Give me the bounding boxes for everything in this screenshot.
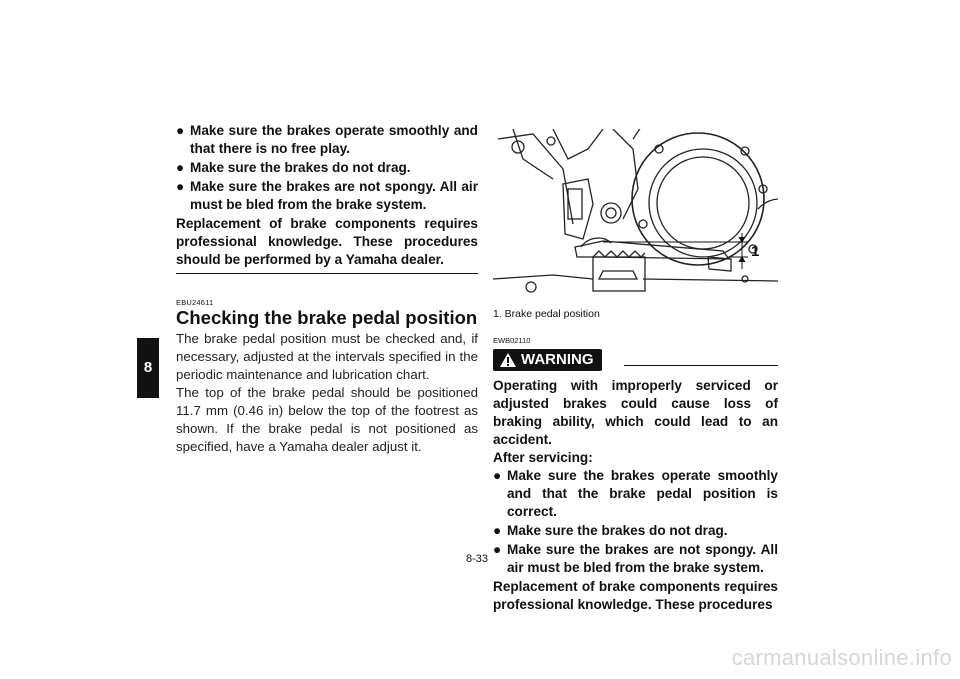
brake-pedal-figure bbox=[493, 129, 778, 299]
list-item: ● Make sure the brakes are not spongy. All air must be bled from the brake system. bbox=[493, 542, 778, 575]
warning-text: Operating with improperly serviced or adjusted brakes could cause loss of braking ability, which could lead to an accident. bbox=[493, 378, 778, 447]
section-tab: 8 bbox=[137, 338, 159, 398]
warning-code: EWB02110 bbox=[493, 336, 531, 345]
list-item: ● Make sure the brakes operate smoothly and that the brake pedal position is correct. bbox=[493, 468, 778, 519]
watermark: carmanualsonline.info bbox=[731, 645, 952, 670]
closing-note: Replacement of brake components requires professional knowledge. These procedures should be performed by a Yamaha dealer. bbox=[176, 215, 478, 274]
right-column bbox=[493, 129, 778, 614]
list-item: ● Make sure the brakes do not drag. bbox=[176, 160, 411, 175]
warning-label: WARNING bbox=[521, 351, 594, 368]
list-item: ● Make sure the brakes do not drag. bbox=[493, 523, 728, 538]
after-servicing-label: After servicing: bbox=[493, 450, 593, 465]
engine-illustration bbox=[493, 129, 778, 299]
paragraph: The brake pedal position must be checked and, if necessary, adjusted at the intervals specified in the periodic maintenance and lubrication chart. bbox=[176, 331, 478, 382]
warning-triangle-icon bbox=[499, 352, 517, 368]
list-item: ● Make sure the brakes operate smoothly and that there is no free play. bbox=[176, 123, 478, 156]
figure-caption: 1. Brake pedal position bbox=[493, 308, 600, 320]
paragraph: The top of the brake pedal should be positioned 11.7 mm (0.46 in) below the top of the footrest as shown. If the brake pedal is not positioned as specified, have a Yamaha dealer adjust it. bbox=[176, 385, 478, 454]
section-heading: Checking the brake pedal position bbox=[176, 307, 478, 328]
warning-rule bbox=[624, 365, 779, 366]
figure-callout: 1 bbox=[751, 243, 760, 260]
list-item: ● Make sure the brakes are not spongy. All air must be bled from the brake system. bbox=[176, 179, 478, 212]
section-code: EBU24611 bbox=[176, 298, 214, 307]
page-number: 8-33 bbox=[466, 553, 489, 565]
warning-header bbox=[493, 348, 778, 372]
closing-note: Replacement of brake components requires professional knowledge. These procedures bbox=[493, 579, 778, 612]
left-column bbox=[176, 122, 478, 456]
warning-badge bbox=[493, 349, 602, 371]
